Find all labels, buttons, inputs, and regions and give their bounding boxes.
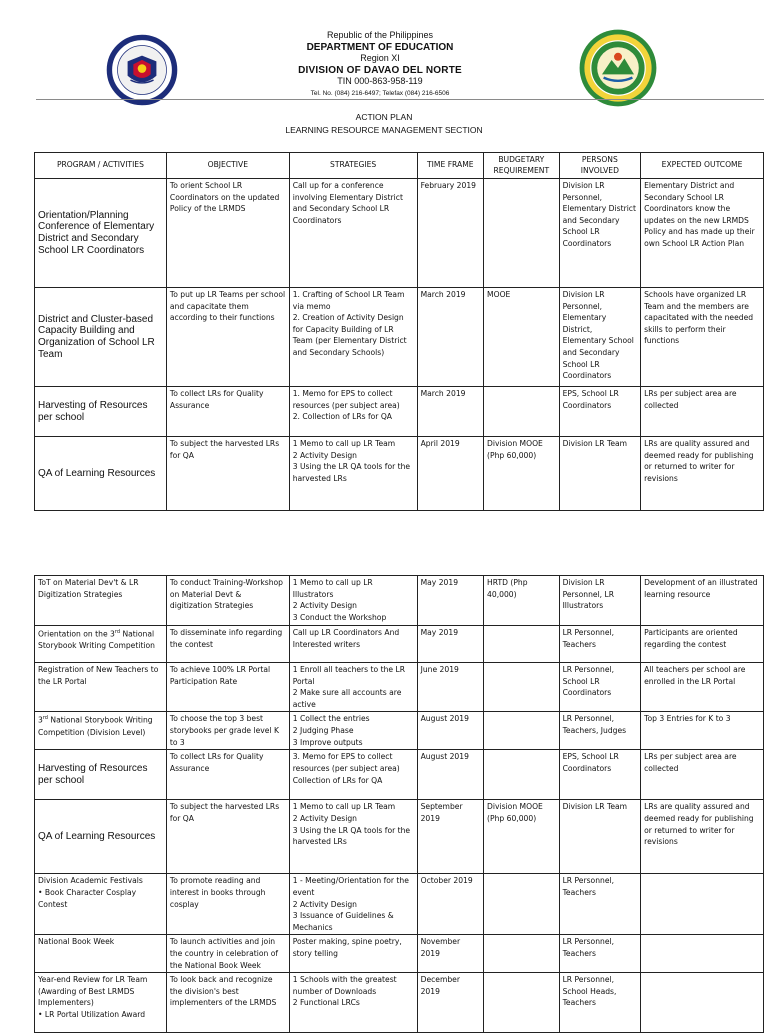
cell-persons: LR Personnel, Teachers, Judges: [559, 712, 641, 750]
cell-time-frame: March 2019: [417, 387, 483, 437]
action-plan-table-1: [34, 152, 764, 511]
cell-persons: EPS, School LR Coordinators: [559, 750, 641, 800]
table-row: [35, 712, 764, 750]
title-line-1: ACTION PLAN: [355, 112, 413, 122]
cell-program: ToT on Material Dev't & LR Digitization Strategies: [35, 576, 167, 626]
cell-persons: LR Personnel, School LR Coordinators: [559, 663, 641, 712]
republic-line: Republic of the Philippines: [326, 30, 434, 40]
table-row: [35, 663, 764, 712]
cell-program: QA of Learning Resources: [35, 437, 167, 511]
cell-time-frame: December 2019: [417, 973, 483, 1033]
department-line: DEPARTMENT OF EDUCATION: [306, 41, 454, 53]
title-line-2: LEARNING RESOURCE MANAGEMENT SECTION: [285, 125, 483, 135]
cell-objective: To look back and recognize the division's best implementers of the LRMDS: [166, 973, 289, 1033]
cell-time-frame: October 2019: [417, 874, 483, 935]
cell-persons: Division LR Team: [559, 437, 641, 511]
cell-outcome: Participants are oriented regarding the contest: [641, 626, 764, 663]
cell-objective: To orient School LR Coordinators on the updated Policy of the LRMDS: [166, 179, 289, 288]
cell-strategies: 1. Crafting of School LR Team via memo 2. Creation of Activity Design for Capacity Building of LR Team (per Elementary District and Secondary Schools): [289, 288, 417, 387]
table-row: [35, 626, 764, 663]
cell-outcome: [641, 874, 764, 935]
table-header-row: [35, 153, 764, 179]
cell-program: National Book Week: [35, 935, 167, 973]
cell-persons: Division LR Personnel, Elementary District and Secondary School LR Coordinators: [559, 179, 641, 288]
cell-budget: [484, 712, 560, 750]
cell-objective: To achieve 100% LR Portal Participation Rate: [166, 663, 289, 712]
cell-outcome: Schools have organized LR Team and the members are capacitated with the needed skills to perform their functions: [641, 288, 764, 387]
cell-budget: [484, 663, 560, 712]
col-header-outcome: EXPECTED OUTCOME: [641, 153, 764, 179]
cell-program: Registration of New Teachers to the LR Portal: [35, 663, 167, 712]
cell-strategies: 1. Memo for EPS to collect resources (per subject area) 2. Collection of LRs for QA: [289, 387, 417, 437]
table-row: [35, 387, 764, 437]
cell-program: Division Academic Festivals • Book Character Cosplay Contest: [35, 874, 167, 935]
cell-budget: [484, 179, 560, 288]
action-plan-table-2: [34, 575, 764, 1033]
cell-strategies: 1 Memo to call up LR Team 2 Activity Design 3 Using the LR QA tools for the harvested LRs: [289, 437, 417, 511]
cell-objective: To launch activities and join the country in celebration of the National Book Week: [166, 935, 289, 973]
cell-objective: To collect LRs for Quality Assurance: [166, 387, 289, 437]
cell-outcome: Elementary District and Secondary School LR Coordinators know the updates on the new LRMDS Policy and has made up their own School LR Action Plan: [641, 179, 764, 288]
cell-program: Orientation on the 3rd National Storybook Writing Competition: [35, 626, 167, 663]
table-row: [35, 800, 764, 874]
table-row: [35, 437, 764, 511]
cell-time-frame: November 2019: [417, 935, 483, 973]
cell-strategies: Call up LR Coordinators And Interested writers: [289, 626, 417, 663]
cell-persons: LR Personnel, Teachers: [559, 626, 641, 663]
cell-time-frame: February 2019: [417, 179, 483, 288]
cell-persons: Division LR Team: [559, 800, 641, 874]
header-divider: [36, 99, 764, 100]
cell-outcome: Top 3 Entries for K to 3: [641, 712, 764, 750]
division-davao-del-norte-seal-icon: [578, 28, 658, 108]
cell-objective: To choose the top 3 best storybooks per grade level K to 3: [166, 712, 289, 750]
cell-objective: To subject the harvested LRs for QA: [166, 437, 289, 511]
document-title: [0, 111, 768, 137]
cell-outcome: Development of an illustrated learning resource: [641, 576, 764, 626]
cell-time-frame: June 2019: [417, 663, 483, 712]
table-row: [35, 935, 764, 973]
cell-outcome: All teachers per school are enrolled in the LR Portal: [641, 663, 764, 712]
cell-strategies: 1 Collect the entries 2 Judging Phase 3 Improve outputs: [289, 712, 417, 750]
col-header-objective: OBJECTIVE: [166, 153, 289, 179]
cell-objective: To promote reading and interest in books through cosplay: [166, 874, 289, 935]
cell-strategies: 1 Enroll all teachers to the LR Portal 2 Make sure all accounts are active: [289, 663, 417, 712]
cell-strategies: 1 - Meeting/Orientation for the event 2 Activity Design 3 Issuance of Guidelines & Mechanics: [289, 874, 417, 935]
cell-time-frame: August 2019: [417, 712, 483, 750]
cell-budget: [484, 874, 560, 935]
cell-program: Orientation/Planning Conference of Elementary District and Secondary School LR Coordinators: [35, 179, 167, 288]
cell-strategies: 1 Schools with the greatest number of Downloads 2 Functional LRCs: [289, 973, 417, 1033]
cell-program: District and Cluster-based Capacity Building and Organization of School LR Team: [35, 288, 167, 387]
deped-seal-icon: [106, 34, 178, 106]
cell-persons: Division LR Personnel, Elementary District, Elementary School and Secondary School LR Coordinators: [559, 288, 641, 387]
col-header-strategies: STRATEGIES: [289, 153, 417, 179]
cell-budget: [484, 750, 560, 800]
col-header-budget: BUDGETARY REQUIREMENT: [484, 153, 560, 179]
cell-time-frame: March 2019: [417, 288, 483, 387]
table-row: [35, 874, 764, 935]
table-row: [35, 179, 764, 288]
cell-program: QA of Learning Resources: [35, 800, 167, 874]
cell-time-frame: September 2019: [417, 800, 483, 874]
cell-outcome: LRs per subject area are collected: [641, 750, 764, 800]
contact-line: Tel. No. (084) 216-6497; Telefax (084) 216-6506: [310, 89, 450, 97]
cell-strategies: 1 Memo to call up LR Team 2 Activity Design 3 Using the LR QA tools for the harvested LRs: [289, 800, 417, 874]
cell-budget: [484, 935, 560, 973]
table-row: [35, 288, 764, 387]
cell-program: Harvesting of Resources per school: [35, 750, 167, 800]
table-row: [35, 750, 764, 800]
cell-outcome: LRs are quality assured and deemed ready for publishing or returned to writer for revisions: [641, 437, 764, 511]
cell-strategies: Poster making, spine poetry, story telling: [289, 935, 417, 973]
cell-outcome: LRs per subject area are collected: [641, 387, 764, 437]
division-line: DIVISION OF DAVAO DEL NORTE: [298, 64, 462, 76]
cell-persons: EPS, School LR Coordinators: [559, 387, 641, 437]
cell-time-frame: April 2019: [417, 437, 483, 511]
cell-objective: To put up LR Teams per school and capacitate them according to their functions: [166, 288, 289, 387]
cell-objective: To subject the harvested LRs for QA: [166, 800, 289, 874]
cell-strategies: 3. Memo for EPS to collect resources (per subject area) Collection of LRs for QA: [289, 750, 417, 800]
cell-program: Harvesting of Resources per school: [35, 387, 167, 437]
cell-budget: HRTD (Php 40,000): [484, 576, 560, 626]
cell-objective: To disseminate info regarding the contest: [166, 626, 289, 663]
col-header-persons: PERSONS INVOLVED: [559, 153, 641, 179]
cell-budget: [484, 387, 560, 437]
region-line: Region XI: [360, 53, 400, 63]
cell-outcome: [641, 935, 764, 973]
cell-objective: To collect LRs for Quality Assurance: [166, 750, 289, 800]
cell-time-frame: May 2019: [417, 626, 483, 663]
cell-time-frame: May 2019: [417, 576, 483, 626]
cell-strategies: Call up for a conference involving Elementary District and Secondary School LR Coordinators: [289, 179, 417, 288]
cell-program: Year-end Review for LR Team (Awarding of Best LRMDS Implementers) • LR Portal Utilization Award: [35, 973, 167, 1033]
cell-persons: LR Personnel, Teachers: [559, 874, 641, 935]
cell-persons: LR Personnel, Teachers: [559, 935, 641, 973]
cell-strategies: 1 Memo to call up LR Illustrators 2 Activity Design 3 Conduct the Workshop: [289, 576, 417, 626]
cell-persons: Division LR Personnel, LR Illustrators: [559, 576, 641, 626]
cell-program: 3rd National Storybook Writing Competition (Division Level): [35, 712, 167, 750]
tin-line: TIN 000-863-958-119: [337, 76, 423, 86]
letterhead: [230, 30, 530, 99]
cell-budget: MOOE: [484, 288, 560, 387]
cell-outcome: LRs are quality assured and deemed ready for publishing or returned to writer for revisions: [641, 800, 764, 874]
cell-objective: To conduct Training-Workshop on Material Devt & digitization Strategies: [166, 576, 289, 626]
cell-budget: Division MOOE (Php 60,000): [484, 800, 560, 874]
cell-time-frame: August 2019: [417, 750, 483, 800]
table-row: [35, 576, 764, 626]
col-header-program: PROGRAM / ACTIVITIES: [35, 153, 167, 179]
cell-budget: Division MOOE (Php 60,000): [484, 437, 560, 511]
cell-budget: [484, 626, 560, 663]
cell-persons: LR Personnel, School Heads, Teachers: [559, 973, 641, 1033]
col-header-time-frame: TIME FRAME: [417, 153, 483, 179]
